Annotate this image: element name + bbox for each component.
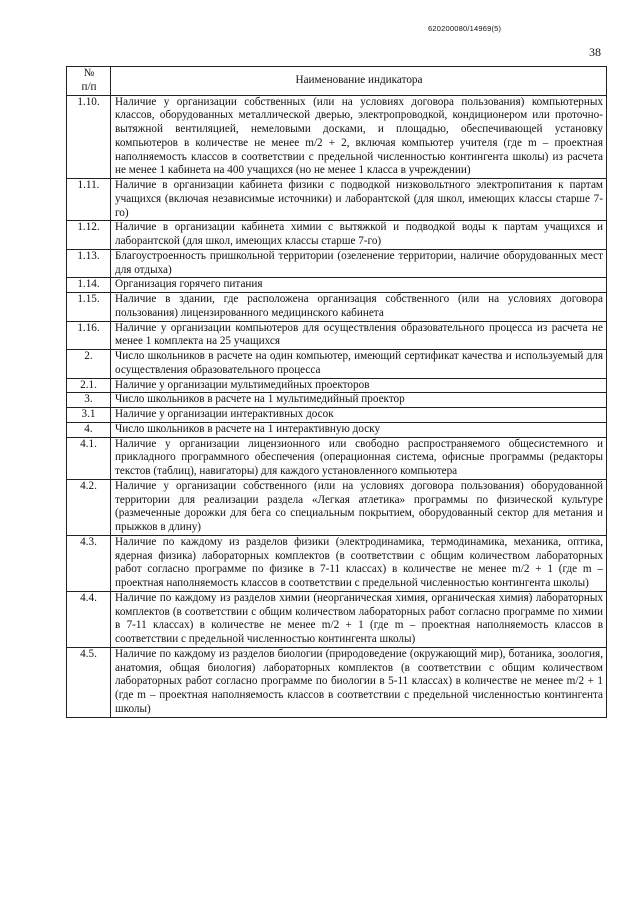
page-number: 38 — [589, 45, 601, 59]
row-indicator-text: Наличие у организации лицензионного или свободно распространяемого общесистемного и прикладного программного обеспечения (операционная система, офисные программы (редакторы текстов (таблиц), навигаторы) для каждого установленного компьютера — [111, 437, 607, 479]
row-indicator-text: Наличие у организации собственного (или на условиях договора пользования) оборудованной территории для реализации раздела «Легкая атлетика» программы по физической культуре (размеченные дорожки для бега со специальным покрытием, оборудованный сектор для метания и прыжков в длину) — [111, 479, 607, 535]
table-row — [67, 95, 607, 179]
table-row — [67, 393, 607, 408]
row-indicator-text: Наличие у организации собственных (или на условиях договора пользования) компьютерных классов, оборудованных металлической дверью, электропроводкой, кондиционером или проточно-вытяжной вентиляцией, немеловыми досками, и площадью, обеспечивающей установку компьютеров в количестве не менее m/2 + 2, включая компьютер учителя (где m – проектная наполняемость классов в соответствии с предельной численностью контингента школы) из расчета не менее 1 кабинета на 400 учащихся (но не менее 1 класса в учреждении) — [111, 95, 607, 179]
row-number: 3. — [67, 393, 111, 408]
table-body — [67, 95, 607, 717]
row-number: 2. — [67, 350, 111, 379]
row-number: 1.16. — [67, 321, 111, 350]
row-indicator-text: Наличие у организации компьютеров для осуществления образовательного процесса из расчета не менее 1 комплекта на 25 учащихся — [111, 321, 607, 350]
row-indicator-text: Число школьников в расчете на 1 мультимедийный проектор — [111, 393, 607, 408]
table-row — [67, 591, 607, 647]
document-id: 620200080/14969(5) — [428, 24, 502, 33]
table-row — [67, 408, 607, 423]
header-number: № п/п — [67, 67, 111, 96]
table-row — [67, 647, 607, 717]
table-row — [67, 278, 607, 293]
row-number: 1.15. — [67, 293, 111, 322]
row-number: 4.3. — [67, 535, 111, 591]
row-number: 2.1. — [67, 378, 111, 393]
indicators-table — [66, 66, 607, 718]
row-number: 4. — [67, 422, 111, 437]
table-row — [67, 437, 607, 479]
table-header-row — [67, 67, 607, 96]
table-row — [67, 479, 607, 535]
row-indicator-text: Наличие в здании, где расположена организация собственного (или на условиях договора пользования) лицензированного медицинского кабинета — [111, 293, 607, 322]
row-number: 1.10. — [67, 95, 111, 179]
row-indicator-text: Наличие по каждому из разделов биологии (природоведение (окружающий мир), ботаника, зоология, анатомия, общая биология) лабораторных комплектов (в соответствии с общим количеством лабораторных работ согласно программе по биологии в 5-11 классах) в количестве не менее m/2 + 1 (где m – проектная наполняемость классов в соответствии с предельной численностью контингента школы) — [111, 647, 607, 717]
table-row — [67, 321, 607, 350]
row-number: 4.5. — [67, 647, 111, 717]
row-number: 3.1 — [67, 408, 111, 423]
row-number: 4.1. — [67, 437, 111, 479]
row-indicator-text: Наличие у организации интерактивных досок — [111, 408, 607, 423]
row-indicator-text: Число школьников в расчете на 1 интерактивную доску — [111, 422, 607, 437]
table-row — [67, 535, 607, 591]
row-indicator-text: Наличие по каждому из разделов химии (неорганическая химия, органическая химия) лабораторных комплектов (в соответствии с общим количеством лабораторных работ согласно программе по химии в 7-11 классах) в количестве не менее m/2 + 1 (где m – проектная наполняемость классов в соответствии с предельной численностью контингента школы) — [111, 591, 607, 647]
table-row — [67, 350, 607, 379]
table-row — [67, 221, 607, 250]
row-number: 4.2. — [67, 479, 111, 535]
table-row — [67, 249, 607, 278]
row-indicator-text: Число школьников в расчете на один компьютер, имеющий сертификат качества и используемый для осуществления образовательного процесса — [111, 350, 607, 379]
row-number: 1.13. — [67, 249, 111, 278]
table-row — [67, 293, 607, 322]
row-indicator-text: Организация горячего питания — [111, 278, 607, 293]
header-indicator-name: Наименование индикатора — [111, 67, 607, 96]
row-number: 1.11. — [67, 179, 111, 221]
row-indicator-text: Наличие в организации кабинета физики с подводкой низковольтного электропитания к партам учащихся (включая независимые источники) и лаборантской (для школ, имеющих классы старше 7-го) — [111, 179, 607, 221]
row-number: 1.14. — [67, 278, 111, 293]
table-row — [67, 179, 607, 221]
row-number: 4.4. — [67, 591, 111, 647]
row-indicator-text: Благоустроенность пришкольной территории (озеленение территории, наличие оборудованных мест для отдыха) — [111, 249, 607, 278]
row-indicator-text: Наличие у организации мультимедийных проекторов — [111, 378, 607, 393]
row-number: 1.12. — [67, 221, 111, 250]
row-indicator-text: Наличие по каждому из разделов физики (электродинамика, термодинамика, механика, оптика, ядерная физика) лабораторных комплектов (в соответствии с общим количеством лабораторных работ согласно программе по физике в 7-11 классах) в количестве не менее m/2 + 1 (где m – проектная наполняемость классов в соответствии с предельной численностью контингента школы) — [111, 535, 607, 591]
table-row — [67, 422, 607, 437]
table-row — [67, 378, 607, 393]
row-indicator-text: Наличие в организации кабинета химии с вытяжкой и подводкой воды к партам учащихся и лаборантской (для школ, имеющих классы старше 7-го) — [111, 221, 607, 250]
